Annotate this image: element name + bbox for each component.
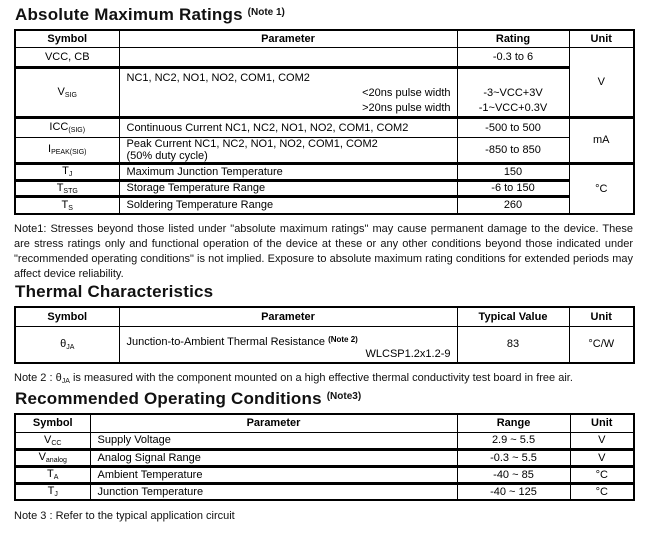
unit-cell-celsius: °C [569,163,634,214]
symbol-text: T [61,198,69,211]
symbol-subscript: JA [66,343,75,351]
header-cell-unit: Unit [569,30,634,47]
header-cell-unit: Unit [570,414,634,432]
range-cell: -0.3 ~ 5.5 [457,449,570,466]
rating-cell: 150 [457,163,569,180]
header-cell-symbol: Symbol [15,414,90,432]
header-cell-rating: Rating [457,30,569,47]
symbol-text: T [62,165,69,177]
header-cell-symbol: Symbol [15,307,119,326]
section-title-absolute-maximum-ratings [15,5,633,25]
table-header-row [15,307,634,326]
rating-cell: 260 [457,196,569,214]
parameter-cell [119,137,457,163]
note-1: Note1: Stresses beyond those listed under "absolute maximum ratings" may cause permanent damage to the device. These are stress ratings only and functional operation of the device at these or any other conditions beyond those indicated under "recommended operating conditions" is not implied. Exposure to absolute maximum rating conditions for extended periods may affect device reliability. [14,223,633,280]
table-row-icc [15,117,634,137]
header-cell-unit: Unit [569,307,634,326]
parameter-cell: Storage Temperature Range [119,180,457,196]
parameter-cell: Junction Temperature [90,483,457,500]
unit-cell-milliamps: mA [569,117,634,163]
rating-cell: -6 to 150 [457,180,569,196]
symbol-cell [15,196,119,214]
symbol-cell [15,67,119,117]
parameter-line-duty-cycle: (50% duty cycle) [126,149,208,162]
table-row-tstg [15,180,634,196]
range-cell: -40 ~ 85 [457,466,570,483]
symbol-text: V [44,433,52,446]
typical-value-cell: 83 [457,326,569,363]
note-2 [14,371,633,389]
rating-cell: -500 to 500 [457,117,569,137]
symbol-subscript: CC [51,439,62,447]
symbol-subscript: S [68,204,73,212]
header-cell-parameter: Parameter [119,307,457,326]
symbol-cell: VCC, CB [15,47,119,67]
symbol-subscript: J [68,171,73,178]
table-row-theta-ja [15,326,634,363]
parameter-line-signals: NC1, NC2, NO1, NO2, COM1, COM2 [126,71,310,84]
symbol-cell [15,137,119,163]
symbol-cell [15,466,90,483]
symbol-cell [15,180,119,196]
symbol-cell [15,432,90,449]
symbol-text: V [38,451,46,463]
note-2-prefix: Note 2 : [14,372,56,384]
symbol-subscript: (SIG) [68,127,86,134]
symbol-subscript: SIG [64,91,77,99]
recommended-operating-conditions-table [14,413,635,501]
parameter-cell: Maximum Junction Temperature [119,163,457,180]
title-note-ref: (Note3) [326,391,362,402]
rating-cell: -850 to 850 [457,137,569,163]
symbol-text: I [48,143,52,155]
table-row-vcc [15,432,634,449]
rating-cell: -0.3 to 6 [457,47,569,67]
rating-line-blank [458,71,569,86]
absolute-maximum-ratings-table [14,29,635,215]
note-2-text: is measured with the component mounted on a high effective thermal conductivity test board in free air. [72,372,573,384]
symbol-text: T [56,181,64,194]
unit-cell: °C [570,483,634,500]
table-row-ta [15,466,634,483]
parameter-cell [119,326,457,363]
symbol-subscript: analog [45,457,67,464]
thermal-characteristics-table [14,306,635,364]
symbol-subscript: PEAK(SIG) [51,149,87,156]
parameter-cell: Analog Signal Range [90,449,457,466]
header-cell-parameter: Parameter [90,414,457,432]
rating-line-long-pulse: -1~VCC+0.3V [478,101,548,114]
header-cell-symbol: Symbol [15,30,119,47]
symbol-cell [15,449,90,466]
parameter-line-peak-current: Peak Current NC1, NC2, NO1, NO2, COM1, COM2 [126,137,378,150]
symbol-text: T [47,468,54,480]
parameter-cell: Soldering Temperature Range [119,196,457,214]
symbol-cell [15,163,119,180]
symbol-cell [15,483,90,500]
theta-symbol: θ [55,372,62,384]
title-note-ref: (Note 1) [247,7,285,18]
symbol-cell [15,326,119,363]
table-row-tj [15,483,634,500]
section-title-recommended-operating-conditions [15,389,633,409]
table-row-vsig [15,67,634,117]
symbol-cell [15,117,119,137]
header-cell-parameter: Parameter [119,30,457,47]
note-2-ref: (Note 2) [328,334,358,344]
rating-line-short-pulse: -3~VCC+3V [483,86,543,99]
parameter-line-short-pulse: <20ns pulse width [362,86,451,99]
parameter-line-long-pulse: >20ns pulse width [362,101,451,114]
unit-cell-volts: V [569,47,634,117]
symbol-text: ICC [49,121,69,133]
note-3: Note 3 : Refer to the typical application circuit [14,510,235,522]
table-row-vanalog [15,449,634,466]
symbol-subscript: A [53,474,59,481]
table-row-ipeak [15,137,634,163]
table-header-row [15,30,634,47]
theta-subscript: JA [61,378,70,385]
header-cell-typical-value: Typical Value [457,307,569,326]
unit-cell: °C [570,466,634,483]
unit-cell-celsius-per-watt: °C/W [569,326,634,363]
unit-cell: V [570,449,634,466]
parameter-cell: Ambient Temperature [90,466,457,483]
rating-cell [457,67,569,117]
title-text: Recommended Operating Conditions [15,389,322,408]
title-text: Thermal Characteristics [15,282,214,301]
title-text: Absolute Maximum Ratings [15,5,243,24]
symbol-text: θ [60,337,67,350]
symbol-text: T [47,485,55,498]
section-title-thermal-characteristics [15,282,633,302]
range-cell: -40 ~ 125 [457,483,570,500]
parameter-line-package: WLCSP1.2x1.2-9 [365,347,451,360]
table-header-row [15,414,634,432]
table-row-tj [15,163,634,180]
symbol-text: V [57,85,65,98]
table-row-vcc-cb [15,47,634,67]
header-cell-range: Range [457,414,570,432]
symbol-subscript: J [54,491,58,499]
table-row-ts [15,196,634,214]
unit-cell: V [570,432,634,449]
parameter-line-resistance: Junction-to-Ambient Thermal Resistance $^{(Note 2)}$ [126,334,358,348]
symbol-subscript: STG [63,187,78,195]
range-cell: 2.9 ~ 5.5 [457,432,570,449]
parameter-cell [119,47,457,67]
parameter-cell [119,67,457,117]
parameter-cell: Continuous Current NC1, NC2, NO1, NO2, COM1, COM2 [119,117,457,137]
parameter-cell: Supply Voltage [90,432,457,449]
